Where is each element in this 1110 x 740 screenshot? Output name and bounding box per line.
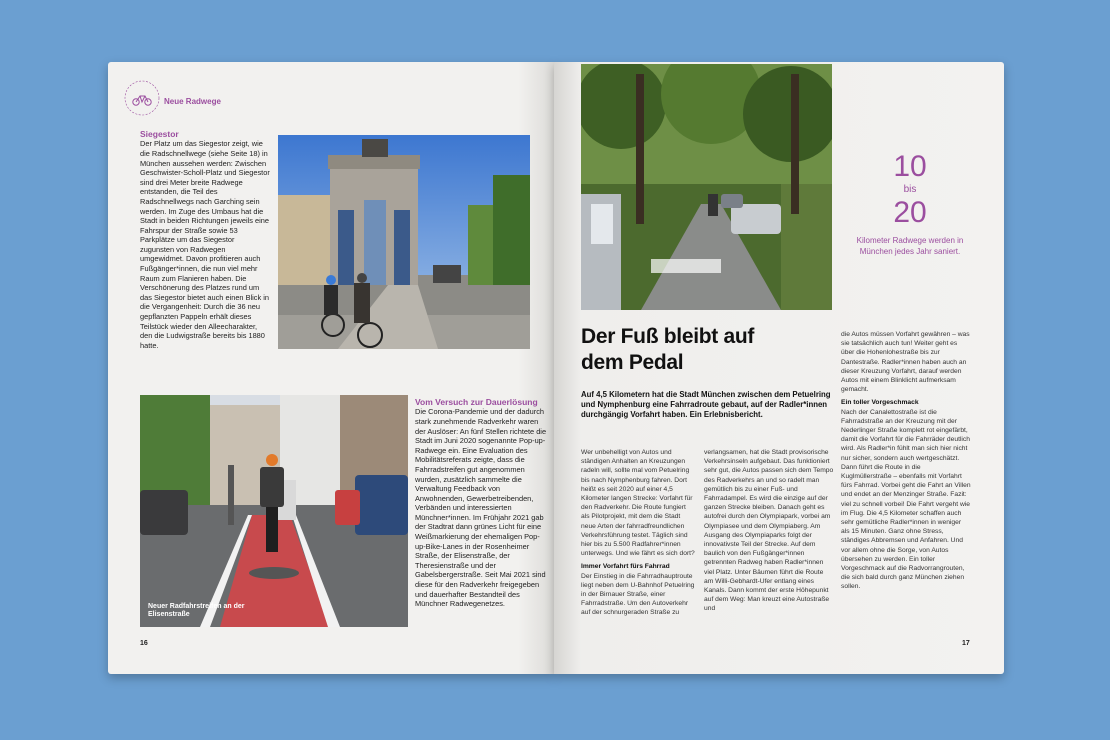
article-column-2	[704, 448, 834, 614]
headline-line-1: Der Fuß bleibt auf	[581, 325, 755, 348]
stat-connector: bis	[903, 184, 917, 195]
versuch-block	[415, 398, 547, 609]
article-lead: Auf 4,5 Kilometern hat die Stadt München zwischen dem Petuelring und Nymphenburg eine Fahrradroute gebaut, auf der Radler*innen durchgängig Vorfahrt haben. Ein Erlebnisbericht.	[581, 390, 831, 419]
siegestor-text: Der Platz um das Siegestor zeigt, wie die Radschnellwege (siehe Seite 18) in München aussehen werden: Zwischen Geschwister-Scholl-Platz und Siegestor sind drei Meter breite Radwege entstanden, die Teil des Radschnellwegs nach Garching sein werden. Im Zuge des Umbaus hat die Stadt in beiden Richtungen jeweils eine Fahrspur der Straße sowie 53 Parkplätze um das Siegestor zugunsten von Radwegen umgewidmet. Davon profitieren auch Fußgänger*innen, die nun viel mehr Raum zum Flanieren haben. Die Verschönerung des Platzes rund um das Siegestor bietet auch einen Blick in die Vergangenheit: Durch die 36 neu gepflanzten Pappeln erhält dieses Teilstück wieder den Alleecharakter, den die Ludwigstraße bereits bis 1880 hatte.	[140, 139, 270, 350]
versuch-heading: Vom Versuch zur Dauerlösung	[415, 397, 538, 407]
page-number-left: 16	[140, 640, 148, 647]
column-1-heading: Immer Vorfahrt fürs Fahrrad	[581, 563, 670, 571]
photo-caption: Neuer Radfahrstreifen an der Elisenstraße	[148, 602, 245, 618]
elisenstrasse-photo	[140, 395, 408, 627]
article-column-3	[841, 330, 971, 592]
section-label: Neue Radwege	[164, 97, 221, 106]
stat-to: 20	[893, 196, 927, 229]
siegestor-block	[140, 130, 270, 350]
column-3-text-2: Nach der Canalettostraße ist die Fahrradstraße an der Kreuzung mit der Nederlinger Straße komplett rot eingefärbt, damit die Vorfahrt für die Fahrräder deutlich wird. Als Radler*in fühlt man sich hier nicht nur sicher, sondern auch wertgeschätzt. Dann führt die Route in die Kuglmüllerstraße – ebenfalls mit Vorfahrt fürs Fahrrad. Vorbei geht die Fahrt an Villen und endet an der Menzinger Straße. Fazit: viel zu schnell vorbei! Die Fahrt vergeht wie im Flug. Die 4,5 Kilometer schaffen auch sehr gemütliche Radler*innen in weniger als 15 Minuten. Ganz ohne Stress, ständiges Abbremsen und Anfahren. Und vor allem ohne die Sorge, von Autos übersehen zu werden. Ein toller Vorgeschmack auf die Radvorrangrouten, die sich bald durch ganz München ziehen sollen.	[841, 408, 971, 591]
column-1-text-2: Der Einstieg in die Fahrradhauptroute liegt neben dem U-Bahnhof Petuelring in der Birnauer Straße, einer Fahrradstraße. Um den Autoverkehr auf der schnurgeraden Straße zu	[581, 572, 695, 617]
page-number-right: 17	[962, 640, 970, 647]
column-2-text: verlangsamen, hat die Stadt provisorische Verkehrsinseln aufgebaut. Das funktioniert sehr gut, die Autos passen sich dem Tempo des Radverkehrs an und so radelt man gemütlich bis zu einer Fuß- und Fahrradampel. Es wird die einzige auf der ganzen Strecke bleiben. Danach geht es autofrei durch den Olympiapark, vorbei am Olympiasee und dem Olympiaberg. Am Ausgang des Olympiaparks folgt der innovativste Teil der Strecke. Auf dem baulich von den Fußgänger*innen getrennten Radweg haben Radler*innen viel Platz. Unter Bäumen führt die Route am Willi-Gebhardt-Ufer entlang eines Kanals. Dann kommt der erste Höhepunkt auf dem Weg: Man kreuzt eine Autostraße und	[704, 449, 834, 613]
stat-from: 10	[893, 150, 927, 183]
article-headline	[581, 324, 754, 376]
right-page	[554, 62, 1004, 674]
left-page	[108, 62, 554, 674]
siegestor-photo	[278, 135, 530, 349]
article-column-1	[581, 448, 696, 618]
column-1-text: Wer unbehelligt von Autos und ständigen Anhalten an Kreuzungen radeln will, sollte mal vom Petuelring bis nach Nymphenburg fahren. Dort heißt es seit 2020 auf einer 4,5 Kilometer langen Strecke: Vorfahrt für den Radverkehr. Die Route fungiert als Pilotprojekt, mit dem die Stadt neue Arten der fahrradfreundlichen Verkehrsführung testet. Täglich sind hier bis zu 5.500 Radfahrer*innen unterwegs. Und wie fährt es sich dort?	[581, 449, 695, 558]
siegestor-heading: Siegestor	[140, 129, 179, 139]
versuch-text: Die Corona-Pandemie und der dadurch stark zunehmende Radverkehr waren der Auslöser: An fünf Stellen richtete die Stadt im Juni 2020 sogenannte Pop-up-Radwege ein. Eine Evaluation des Mobilitätsreferats zeigte, dass die Fahrradstreifen gut angenommen wurden, zusätzlich sammelte die Verwaltung Feedback von Anwohnenden, Gewerbetreibenden, Verbänden und interessierten Münchner*innen. Im Frühjahr 2021 gab der Stadtrat dann grünes Licht für eine Weißmarkierung der ehemaligen Pop-up-Bike-Lanes in der Rosenheimer Straße, der Elisenstraße, der Theresienstraße und der Gabelsbergerstraße. Seit Mai 2021 sind diese für den Radverkehr freigegeben und dauerhafter Bestandteil des Münchner Radwegenetzes.	[415, 407, 547, 609]
fahrradroute-photo	[581, 64, 832, 310]
column-3-text: die Autos müssen Vorfahrt gewähren – was sie tatsächlich auch tun! Weiter geht es über die Hohenlohestraße bis zur Dantestraße. Radler*innen haben auch an dieser Kreuzung Vorfahrt, darauf werden Autos mit einem Blinklicht aufmerksam gemacht.	[841, 331, 970, 394]
muenchen-radelt-logo	[122, 78, 162, 118]
headline-line-2: dem Pedal	[581, 351, 684, 374]
column-3-heading: Ein toller Vorgeschmack	[841, 399, 919, 407]
stat-block	[850, 152, 970, 257]
stat-description: Kilometer Radwege werden in München jedes Jahr saniert.	[856, 236, 964, 256]
